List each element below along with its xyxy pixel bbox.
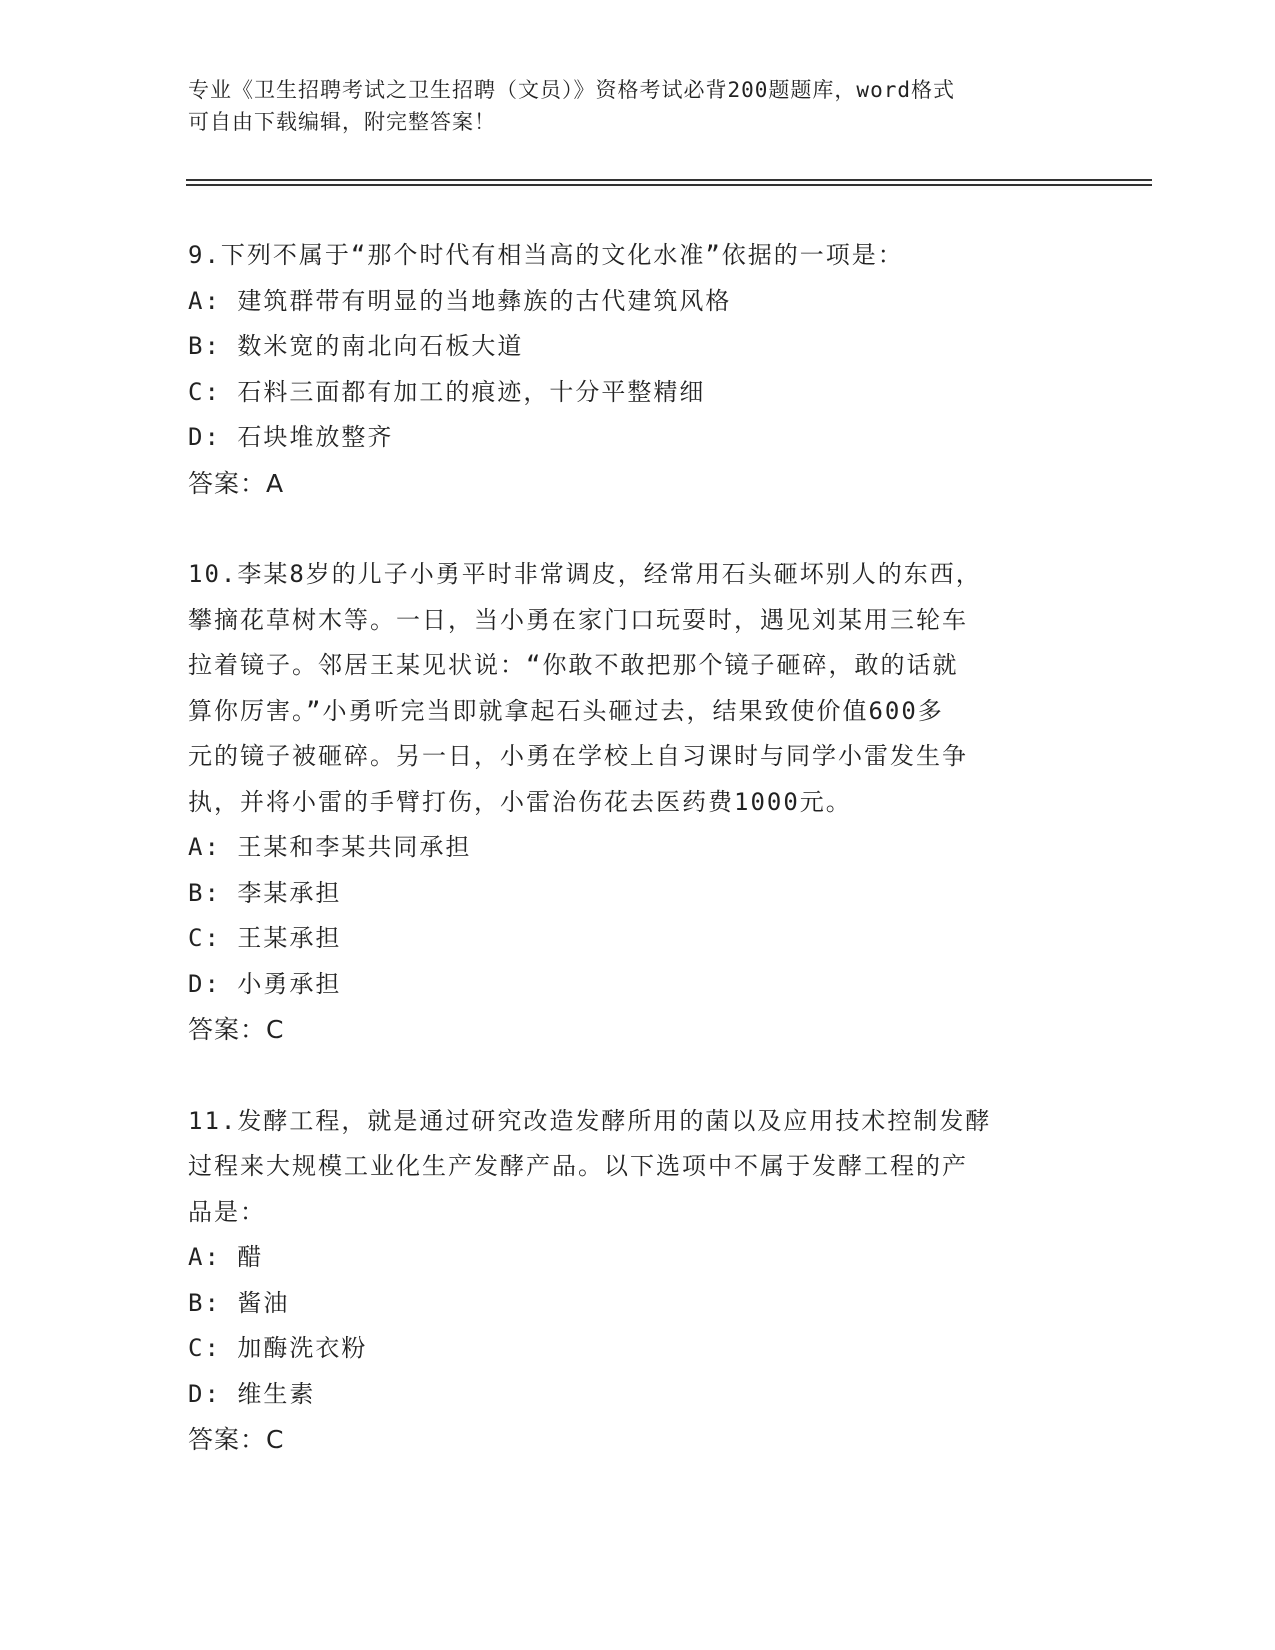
answer-line: 答案：A xyxy=(188,468,285,498)
stem-line: 执，并将小雷的手臂打伤，小雷治伤花去医药费1000元。 xyxy=(188,787,852,816)
answer-line: 答案：C xyxy=(188,1015,285,1044)
option-b: B: 数米宽的南北向石板大道 xyxy=(188,332,524,360)
stem-line: 过程来大规模工业化生产发酵产品。以下选项中不属于发酵工程的产 xyxy=(188,1152,968,1180)
question-9 xyxy=(188,233,1088,506)
option-a: A: 建筑群带有明显的当地彝族的古代建筑风格 xyxy=(188,286,732,315)
header-line: 可自由下载编辑，附完整答案！ xyxy=(188,110,496,134)
answer-line: 答案：C xyxy=(188,1425,285,1454)
document-header xyxy=(188,74,1088,138)
header-line: 专业《卫生招聘考试之卫生招聘（文员）》资格考试必背200题题库，word格式 xyxy=(188,78,955,102)
option-d: D: 维生素 xyxy=(188,1379,316,1408)
stem-line: 算你厉害。”小勇听完当即就拿起石头砸过去，结果致使价值600多 xyxy=(188,696,944,725)
option-b: B: 李某承担 xyxy=(188,878,342,907)
stem-line: 品是： xyxy=(188,1197,266,1226)
option-a: A: 醋 xyxy=(188,1243,264,1271)
option-d: D: 石块堆放整齐 xyxy=(188,423,394,451)
stem-line: 9.下列不属于“那个时代有相当高的文化水准”依据的一项是： xyxy=(188,241,904,269)
option-b: B: 酱油 xyxy=(188,1288,290,1317)
question-stem xyxy=(188,1099,1088,1236)
option-c: C: 石料三面都有加工的痕迹，十分平整精细 xyxy=(188,377,706,406)
header-divider xyxy=(186,184,1152,186)
stem-line: 11.发酵工程，就是通过研究改造发酵所用的菌以及应用技术控制发酵 xyxy=(188,1106,992,1135)
question-list xyxy=(188,233,1088,1509)
stem-line: 10.李某8岁的儿子小勇平时非常调皮，经常用石头砸坏别人的东西， xyxy=(188,560,982,588)
stem-line: 攀摘花草树木等。一日，当小勇在家门口玩耍时，遇见刘某用三轮车 xyxy=(188,605,968,634)
option-a: A: 王某和李某共同承担 xyxy=(188,833,472,861)
option-c: C: 加酶洗衣粉 xyxy=(188,1334,368,1362)
header-divider xyxy=(186,179,1152,181)
option-c: C: 王某承担 xyxy=(188,924,342,952)
stem-line: 元的镜子被砸碎。另一日，小勇在学校上自习课时与同学小雷发生争 xyxy=(188,742,968,770)
question-11 xyxy=(188,1099,1088,1463)
option-d: D: 小勇承担 xyxy=(188,969,342,998)
question-10 xyxy=(188,552,1088,1053)
stem-line: 拉着镜子。邻居王某见状说：“你敢不敢把那个镜子砸碎，敢的话就 xyxy=(188,651,959,679)
question-stem xyxy=(188,552,1088,825)
question-stem xyxy=(188,233,1088,279)
